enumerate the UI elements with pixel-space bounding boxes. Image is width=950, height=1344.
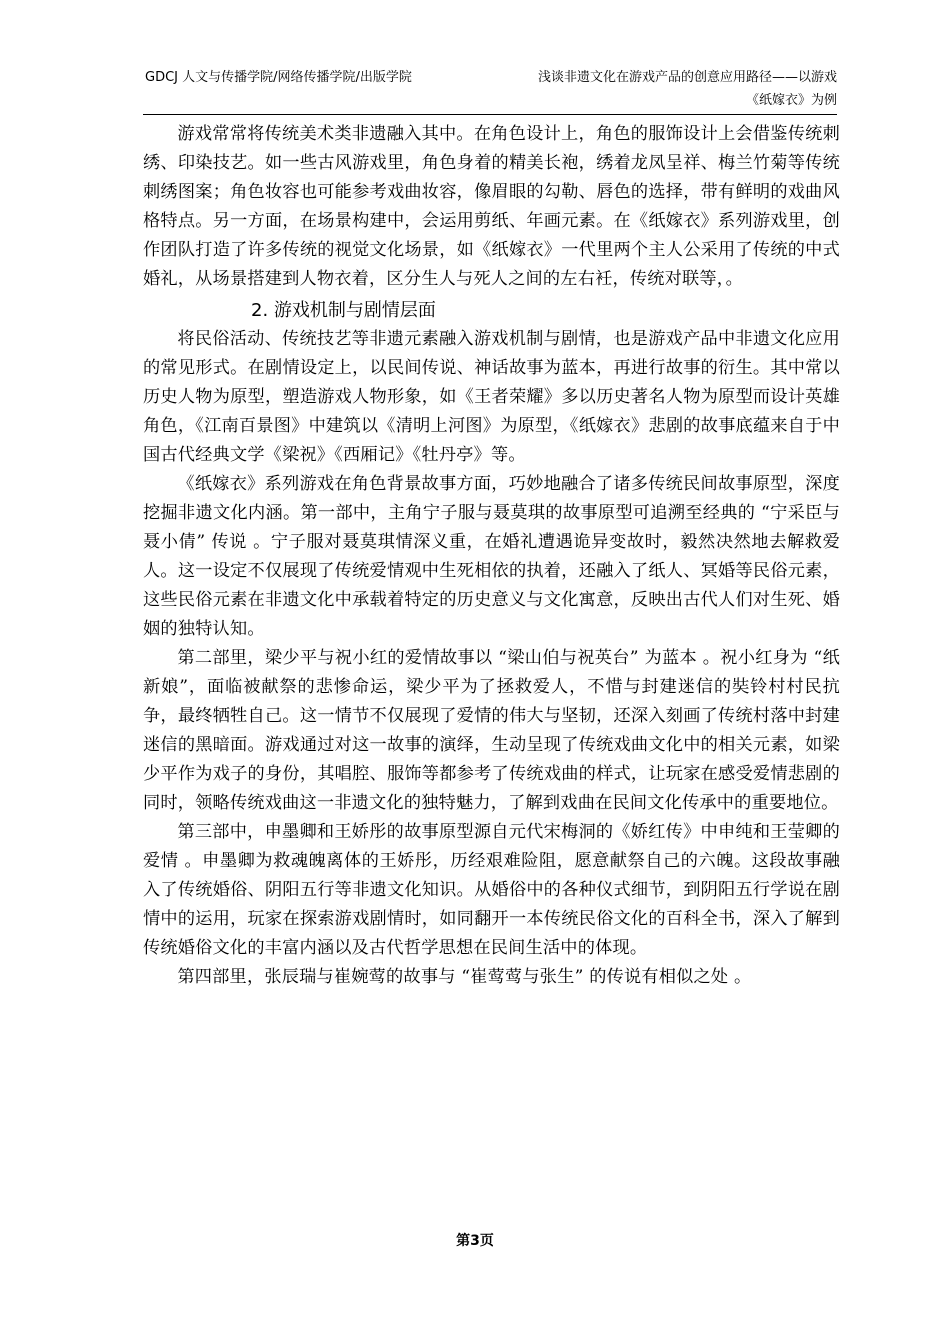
header-right-text [477, 66, 837, 112]
section-heading: 2. 游戏机制与剧情层面 [251, 300, 436, 321]
paragraph-3: 《纸嫁衣》系列游戏在角色背景故事方面，巧妙地融合了诸多传统民间故事原型，深度挖掘非遗文化内涵。第一部中，主角宁子服与聂莫琪的故事原型可追溯至经典的 “宁采臣与聂小倩” 传说 。宁子服对聂莫琪情深义重，在婚礼遭遇诡异变故时，毅然决然地去解救爱人。这一设定不仅展现了传统爱情观中生死相依的执着，还融入了纸人、冥婚等民俗元素，这些民俗元素在非遗文化中承载着特定的历史意义与文化寓意，反映出古代人们对生死、婚姻的独特认知。 [143, 474, 840, 639]
document-body [143, 120, 840, 992]
header-divider [143, 114, 837, 115]
header-title-line-1: 浅谈非遗文化在游戏产品的创意应用路径——以游戏 [537, 70, 837, 85]
paragraph-1: 游戏常常将传统美术类非遗融入其中。在角色设计上，角色的服饰设计上会借鉴传统刺绣、印染技艺。如一些古风游戏里，角色身着的精美长袍，绣着龙凤呈祥、梅兰竹菊等传统刺绣图案；角色妆容也可能参考戏曲妆容，像眉眼的勾勒、唇色的选择，带有鲜明的戏曲风格特点。另一方面，在场景构建中，会运用剪纸、年画元素。在《纸嫁衣》系列游戏里，创作团队打造了许多传统的视觉文化场景，如《纸嫁衣》一代里两个主人公采用了传统的中式婚礼，从场景搭建到人物衣着，区分生人与死人之间的左右衽，传统对联等，。 [143, 124, 840, 289]
paragraph-6: 第四部里，张辰瑞与崔婉莺的故事与 “崔莺莺与张生” 的传说有相似之处 。 [177, 967, 752, 987]
header-title-line-2: 《纸嫁衣》为例 [745, 93, 837, 108]
paragraph-5: 第三部中，申墨卿和王娇彤的故事原型源自元代宋梅洞的《娇红传》中申纯和王莹卿的爱情 。申墨卿为救魂魄离体的王娇彤，历经艰难险阻，愿意献祭自己的六魄。这段故事融入了传统婚俗、阴阳五行等非遗文化知识。从婚俗中的各种仪式细节，到阴阳五行学说在剧情中的运用，玩家在探索游戏剧情时，如同翻开一本传统民俗文化的百科全书，深入了解到传统婚俗文化的丰富内涵以及古代哲学思想在民间生活中的体现。 [143, 822, 840, 958]
header-left-text: GDCJ 人文与传播学院/网络传播学院/出版学院 [145, 70, 412, 85]
paragraph-2: 将民俗活动、传统技艺等非遗元素融入游戏机制与剧情，也是游戏产品中非遗文化应用的常见形式。在剧情设定上，以民间传说、神话故事为蓝本，再进行故事的衍生。其中常以历史人物为原型，塑造游戏人物形象，如《王者荣耀》多以历史著名人物为原型而设计英雄角色，《江南百景图》中建筑以《清明上河图》为原型，《纸嫁衣》悲剧的故事底蕴来自于中国古代经典文学《梁祝》《西厢记》《牡丹亭》等。 [143, 329, 840, 465]
paragraph-4: 第二部里，梁少平与祝小红的爱情故事以 “梁山伯与祝英台” 为蓝本 。祝小红身为 “纸新娘”，面临被献祭的悲惨命运，梁少平为了拯救爱人，不惜与封建迷信的奘铃村村民抗争，最终牺牲自己。这一情节不仅展现了爱情的伟大与坚韧，还深入刻画了传统村落中封建迷信的黑暗面。游戏通过对这一故事的演绎，生动呈现了传统戏曲文化中的相关元素，如梁少平作为戏子的身份，其唱腔、服饰等都参考了传统戏曲的样式，让玩家在感受爱情悲剧的同时，领略传统戏曲这一非遗文化的独特魅力，了解到戏曲在民间文化传承中的重要地位。 [143, 648, 840, 813]
page-number: 第3页 [456, 1233, 494, 1249]
